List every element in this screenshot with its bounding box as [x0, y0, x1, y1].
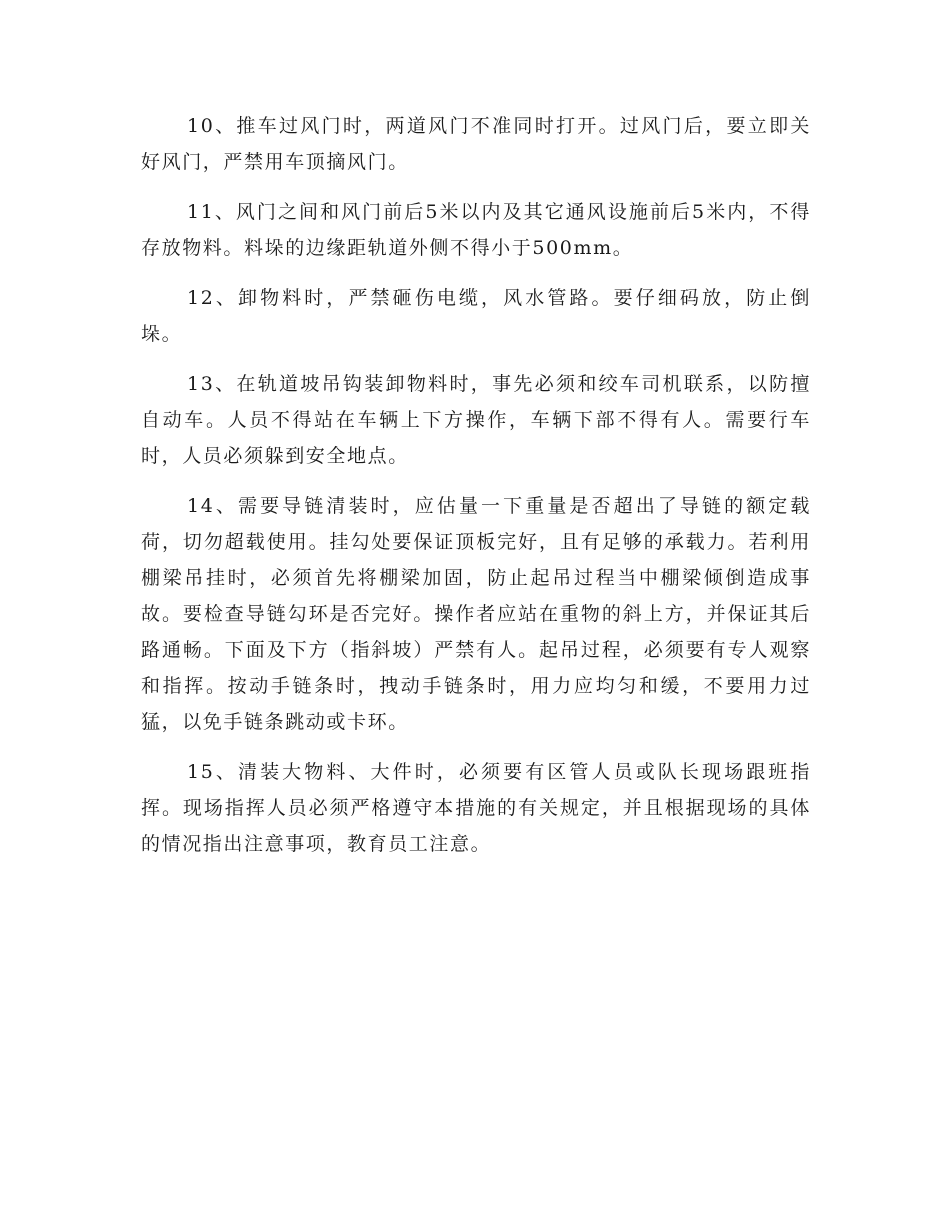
paragraph-14: 14、需要导链清装时，应估量一下重量是否超出了导链的额定载荷，切勿超载使用。挂勾处要保证顶板完好，且有足够的承载力。若利用棚梁吊挂时，必须首先将棚梁加固，防止起吊过程当中棚梁倾倒造成事故。要检查导链勾环是否完好。操作者应站在重物的斜上方，并保证其后路通畅。下面及下方（指斜坡）严禁有人。起吊过程，必须要有专人观察和指挥。按动手链条时，拽动手链条时，用力应均匀和缓，不要用力过猛，以免手链条跳动或卡环。 [141, 495, 811, 733]
paragraph-15: 15、清装大物料、大件时，必须要有区管人员或队长现场跟班指挥。现场指挥人员必须严格遵守本措施的有关规定，并且根据现场的具体的情况指出注意事项，教育员工注意。 [141, 761, 811, 855]
paragraph-11: 11、风门之间和风门前后5米以内及其它通风设施前后5米内，不得存放物料。料垛的边缘距轨道外侧不得小于500mm。 [141, 201, 811, 259]
paragraph-10: 10、推车过风门时，两道风门不准同时打开。过风门后，要立即关好风门，严禁用车顶摘风门。 [141, 115, 811, 173]
document-body [141, 108, 811, 876]
paragraph-12: 12、卸物料时，严禁砸伤电缆，风水管路。要仔细码放，防止倒垛。 [141, 287, 811, 345]
paragraph-13: 13、在轨道坡吊钩装卸物料时，事先必须和绞车司机联系，以防擅自动车。人员不得站在车辆上下方操作，车辆下部不得有人。需要行车时，人员必须躲到安全地点。 [141, 373, 811, 467]
